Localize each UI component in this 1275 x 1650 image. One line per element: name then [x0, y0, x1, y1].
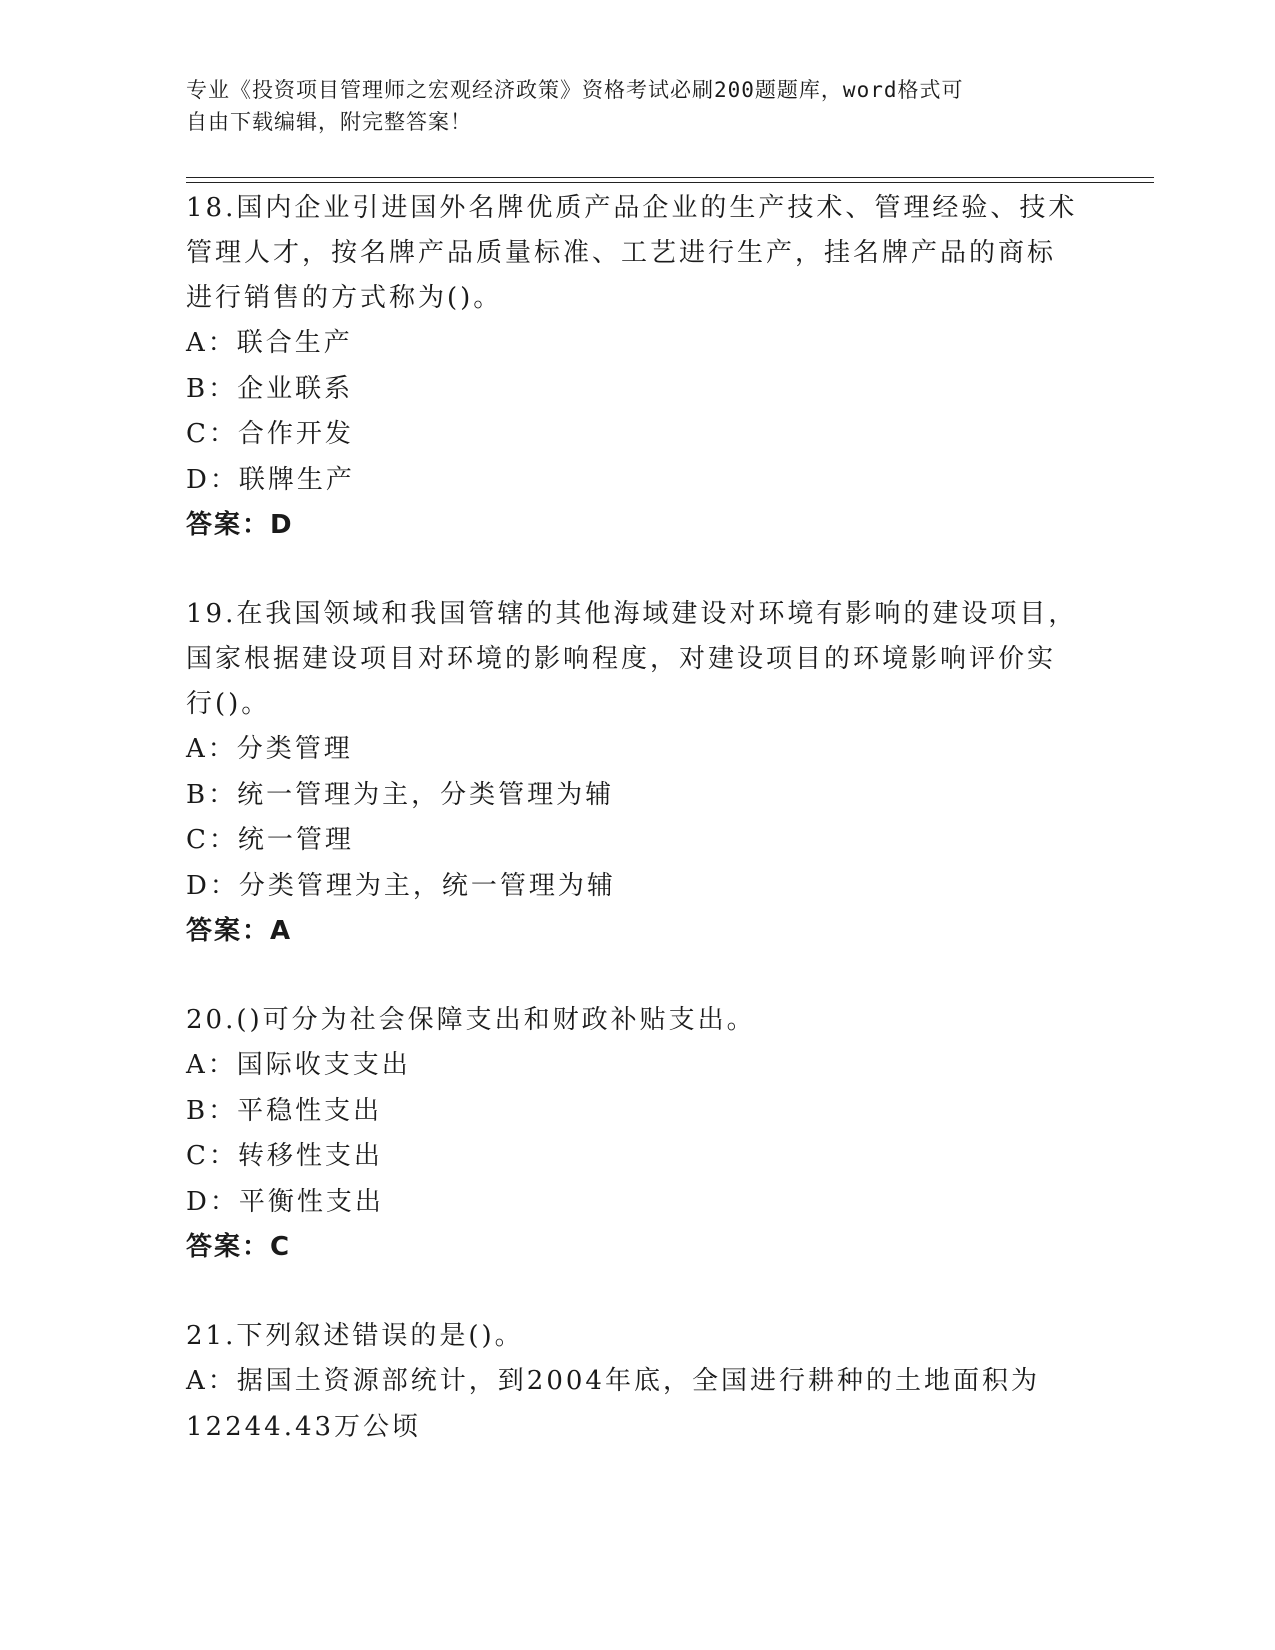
option-b: B：平稳性支出 [186, 1095, 383, 1126]
question-18 [186, 186, 1086, 548]
question-text-line: 18.国内企业引进国外名牌优质产品企业的生产技术、管理经验、技术 [186, 193, 1078, 223]
option-a: A：联合生产 [186, 328, 353, 358]
answer-label: 答案：A [186, 916, 293, 946]
option-d: D：平衡性支出 [186, 1186, 384, 1217]
question-text-line: 21.下列叙述错误的是()。 [186, 1321, 524, 1351]
option-a: A：国际收支支出 [186, 1050, 411, 1080]
header-divider-top [186, 177, 1154, 178]
question-text-line: 进行销售的方式称为()。 [186, 283, 503, 313]
header-line-2: 自由下载编辑，附完整答案！ [186, 110, 472, 134]
answer-label: 答案：C [186, 1232, 292, 1262]
option-c: C：统一管理 [186, 825, 354, 855]
option-d: D：联牌生产 [186, 464, 355, 495]
option-b: B：统一管理为主，分类管理为辅 [186, 779, 615, 810]
answer-label: 答案：D [186, 510, 294, 540]
question-spacer [186, 1270, 1086, 1314]
question-text-line: 管理人才，按名牌产品质量标准、工艺进行生产，挂名牌产品的商标 [186, 238, 1057, 268]
option-b: B：企业联系 [186, 373, 354, 404]
header-divider-bottom [186, 182, 1154, 183]
question-19 [186, 592, 1086, 954]
question-list [186, 186, 1086, 1450]
option-c: C：转移性支出 [186, 1141, 383, 1171]
question-text-line: 行()。 [186, 689, 271, 719]
question-21 [186, 1314, 1086, 1450]
option-a: A：据国土资源部统计，到2004年底，全国进行耕种的土地面积为 [186, 1366, 1040, 1396]
option-d: D：分类管理为主，统一管理为辅 [186, 870, 616, 901]
question-text-line: 20.()可分为社会保障支出和财政补贴支出。 [186, 1005, 756, 1035]
document-header [186, 74, 1086, 138]
question-text-line: 19.在我国领域和我国管辖的其他海域建设对环境有影响的建设项目， [186, 599, 1078, 629]
question-spacer [186, 954, 1086, 998]
option-a: A：分类管理 [186, 734, 353, 764]
question-text-line: 国家根据建设项目对环境的影响程度，对建设项目的环境影响评价实 [186, 644, 1057, 674]
option-a-continued: 12244.43万公顷 [186, 1411, 422, 1442]
header-line-1: 专业《投资项目管理师之宏观经济政策》资格考试必刷200题题库，word格式可 [186, 78, 964, 102]
option-c: C：合作开发 [186, 419, 354, 449]
question-20 [186, 998, 1086, 1270]
question-spacer [186, 548, 1086, 592]
